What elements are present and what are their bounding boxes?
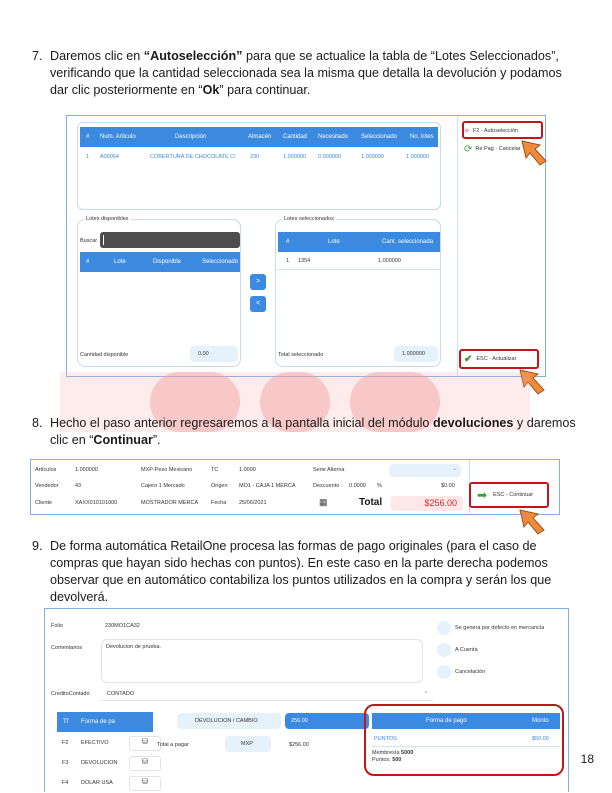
option-label: Cancelación — [455, 669, 486, 675]
option-checkbox[interactable] — [437, 643, 451, 657]
col-header: Almacén — [248, 134, 272, 140]
bold-text: Continuar — [93, 433, 153, 447]
lotes-screenshot — [66, 115, 546, 377]
button-label: F2 - Autoselección — [472, 128, 519, 134]
payment-types-header — [57, 712, 153, 732]
col-header: Seleccionado — [361, 134, 398, 140]
cell: F3 — [62, 760, 69, 766]
button-label: < — [255, 300, 261, 307]
check-icon: ✔ — [464, 353, 473, 365]
value: MXP — [241, 741, 253, 747]
col-header: Lote — [114, 259, 126, 265]
cell: A00064 — [100, 154, 119, 160]
col-header: Necesitado — [318, 134, 349, 140]
coins-icon[interactable]: ⛁ — [129, 736, 161, 751]
total-label: Total — [359, 497, 383, 508]
articles-table — [77, 122, 441, 210]
total-label: Total seleccionado — [278, 352, 324, 358]
option-checkbox[interactable] — [437, 621, 451, 635]
label: Total a pagar — [157, 742, 189, 748]
magic-wand-icon: ✧ — [464, 128, 470, 135]
panel-label: Lotes seleccionados — [284, 216, 334, 222]
col-header: Tf — [63, 719, 69, 725]
lotes-seleccionados-panel — [275, 216, 441, 367]
total-value: $256.00 — [424, 498, 457, 508]
field-value: 1.000000 — [402, 351, 425, 357]
field-value: 0.00 — [198, 351, 209, 357]
col-header: Descripción — [175, 134, 207, 140]
cell: 1354 — [298, 258, 311, 264]
col-header: Cantidad — [283, 134, 308, 140]
cell: COBERTURA DE CHOCOLATE C! — [150, 154, 236, 160]
label: Descuento — [313, 483, 340, 489]
payment-row[interactable] — [57, 775, 165, 793]
option-checkbox[interactable] — [437, 665, 451, 679]
label: Folio — [51, 623, 63, 629]
refresh-icon: ⟳ — [464, 143, 473, 155]
search-input[interactable] — [100, 232, 240, 248]
value: 25/06/2021 — [239, 500, 267, 506]
label: Cliente — [35, 500, 53, 506]
text: Daremos clic en — [50, 49, 144, 63]
cell: PUNTOS — [374, 736, 397, 742]
label: Membresía — [372, 750, 402, 756]
col-header: # — [286, 239, 290, 245]
col-header: Disponible — [153, 259, 182, 265]
value: 500 — [392, 757, 402, 763]
col-header: # — [86, 134, 90, 140]
button-label: > — [255, 278, 261, 285]
value: 43 — [75, 483, 82, 489]
payment-row[interactable] — [57, 755, 165, 773]
label: Artículos — [35, 467, 57, 473]
field-value: Devolucion de prueba. — [106, 644, 162, 650]
table-header — [80, 252, 240, 272]
table-row[interactable] — [278, 254, 440, 270]
calculator-icon[interactable]: ▦ — [319, 497, 328, 507]
label: CreditoContado — [51, 691, 90, 697]
arrow-right-icon: ➡ — [477, 488, 488, 502]
text: Hecho el paso anterior regresaremos a la pantalla inicial del módulo — [50, 416, 433, 430]
cell: 1 — [286, 258, 290, 264]
highlight-box — [469, 482, 549, 508]
col-header: Monto — [532, 718, 549, 724]
col-header: Seleccionado — [202, 259, 239, 265]
row-vendedor — [35, 480, 465, 494]
row-articulos — [35, 464, 465, 478]
value: XAXX010101000 — [75, 500, 118, 506]
value: MO1 - CAJA 1 MERCA — [239, 483, 296, 489]
table-header — [278, 232, 440, 252]
bold-text: “Autoselección” — [143, 49, 243, 63]
move-right-button[interactable] — [250, 274, 266, 290]
row-cliente — [35, 496, 465, 512]
cell: 1.000000 — [283, 154, 306, 160]
table-row[interactable] — [80, 149, 438, 165]
step-number: 9. — [32, 539, 43, 553]
lotes-disponibles-panel — [77, 216, 241, 367]
cell: F2 — [62, 740, 69, 746]
value: $256.00 — [289, 742, 309, 748]
value: 5000 — [401, 750, 414, 756]
arrow-icon — [518, 137, 548, 167]
step-9 — [32, 538, 580, 606]
step-number: 7. — [32, 49, 43, 63]
panel-label: Lotes disponibles — [86, 216, 129, 222]
bold-text: Ok — [202, 83, 220, 97]
cell: 0.000000 — [318, 154, 341, 160]
value: 1.000000 — [75, 467, 98, 473]
label: % — [377, 483, 382, 489]
value: 0.0000 — [349, 483, 366, 489]
label: Vendedor — [35, 483, 59, 489]
step-number: 8. — [32, 416, 43, 430]
col-header: No. lotes — [410, 134, 434, 140]
label: Puntos: — [372, 757, 393, 763]
label: Fecha — [211, 500, 227, 506]
cell: $50.00 — [532, 736, 549, 742]
comentarios-field[interactable] — [101, 639, 423, 683]
button-label: ESC - Continuar — [493, 492, 534, 498]
cantidad-label: Cantidad disponible — [80, 352, 129, 358]
page-number: 18 — [580, 752, 594, 766]
cell: 230 — [250, 154, 260, 160]
cell: 1.000000 — [361, 154, 384, 160]
table-header — [80, 127, 438, 147]
text: De forma automática RetailOne procesa las formas de pago originales (para el caso de compras que hayan sido hechas con puntos). En este caso en la parte derecha podemos observar que en automático contabiliza los puntos utilizados en la compra y serán los que devolverá. — [50, 539, 552, 604]
col-header: Lote — [328, 239, 340, 245]
option-label: Se genera por defecto en mercancía — [455, 625, 545, 631]
bold-text: devoluciones — [432, 416, 514, 430]
move-left-button[interactable] — [250, 296, 266, 312]
credito-select[interactable] — [101, 685, 433, 701]
col-header: # — [86, 259, 90, 265]
col-header: Num. Articulo — [100, 134, 136, 140]
value: MXP-Peso Mexicano — [141, 467, 193, 473]
text: y daremos clic en “ — [50, 416, 576, 447]
label: DEVOLUCION / CAMBIO — [195, 718, 258, 724]
label: Origen — [211, 483, 228, 489]
field-value: CONTADO — [107, 691, 135, 697]
devolucion-cambio-field — [177, 713, 281, 729]
col-header: Cant. seleccionada — [382, 239, 434, 245]
text: ” para continuar. — [219, 83, 311, 97]
col-header: Forma de pa — [81, 719, 116, 725]
cell: F4 — [62, 780, 69, 786]
label: TC — [211, 467, 219, 473]
value: 230MO1CA32 — [105, 623, 140, 629]
cell: DEVOLUCION — [81, 760, 118, 766]
option-label: A Cuenta — [455, 647, 478, 653]
value: $0.00 — [441, 483, 455, 489]
currency-field — [225, 736, 271, 752]
value: 1.0000 — [239, 467, 256, 473]
value: MOSTRADOR MERCA — [141, 500, 199, 506]
arrow-icon — [516, 506, 546, 536]
chevron-down-icon: ⌄ — [451, 466, 457, 472]
cell: 1 — [86, 154, 90, 160]
devolucion-cambio-value — [285, 713, 369, 729]
serie-select[interactable] — [389, 464, 461, 477]
coins-icon[interactable]: ⛁ — [129, 776, 161, 791]
coins-icon[interactable]: ⛁ — [129, 756, 161, 771]
highlight-box — [364, 704, 564, 776]
search-label: Buscar — [80, 238, 98, 244]
chevron-down-icon: ⌄ — [423, 688, 429, 695]
button-label: Re Pag - Cancelar — [475, 146, 521, 152]
value: Cajero 1 Mercado — [141, 483, 185, 489]
text: ”. — [152, 433, 161, 447]
text: para que se actualice la tabla de “Lotes Seleccionados”, verificando que la cantidad seleccionada sea la misma que detalla la devolución y podamos dar clic posteriormente en “ — [50, 49, 562, 97]
payment-row[interactable] — [57, 735, 165, 753]
cell: DOLAR USA — [81, 780, 113, 786]
cell: 1.000000 — [378, 258, 401, 264]
cell: EFECTIVO — [81, 740, 109, 746]
value: 256.00 — [291, 718, 308, 724]
label: Comentarios — [51, 645, 83, 651]
step-7 — [32, 48, 580, 99]
button-label: ESC - Actualizar — [476, 356, 517, 362]
col-header: Forma de pago — [426, 718, 467, 724]
cell: 1.000000 — [406, 154, 429, 160]
total-field — [394, 346, 438, 362]
label: Serie Alterna — [313, 467, 345, 473]
total-field — [391, 496, 463, 511]
step-8 — [32, 415, 580, 449]
cantidad-field — [190, 346, 238, 362]
